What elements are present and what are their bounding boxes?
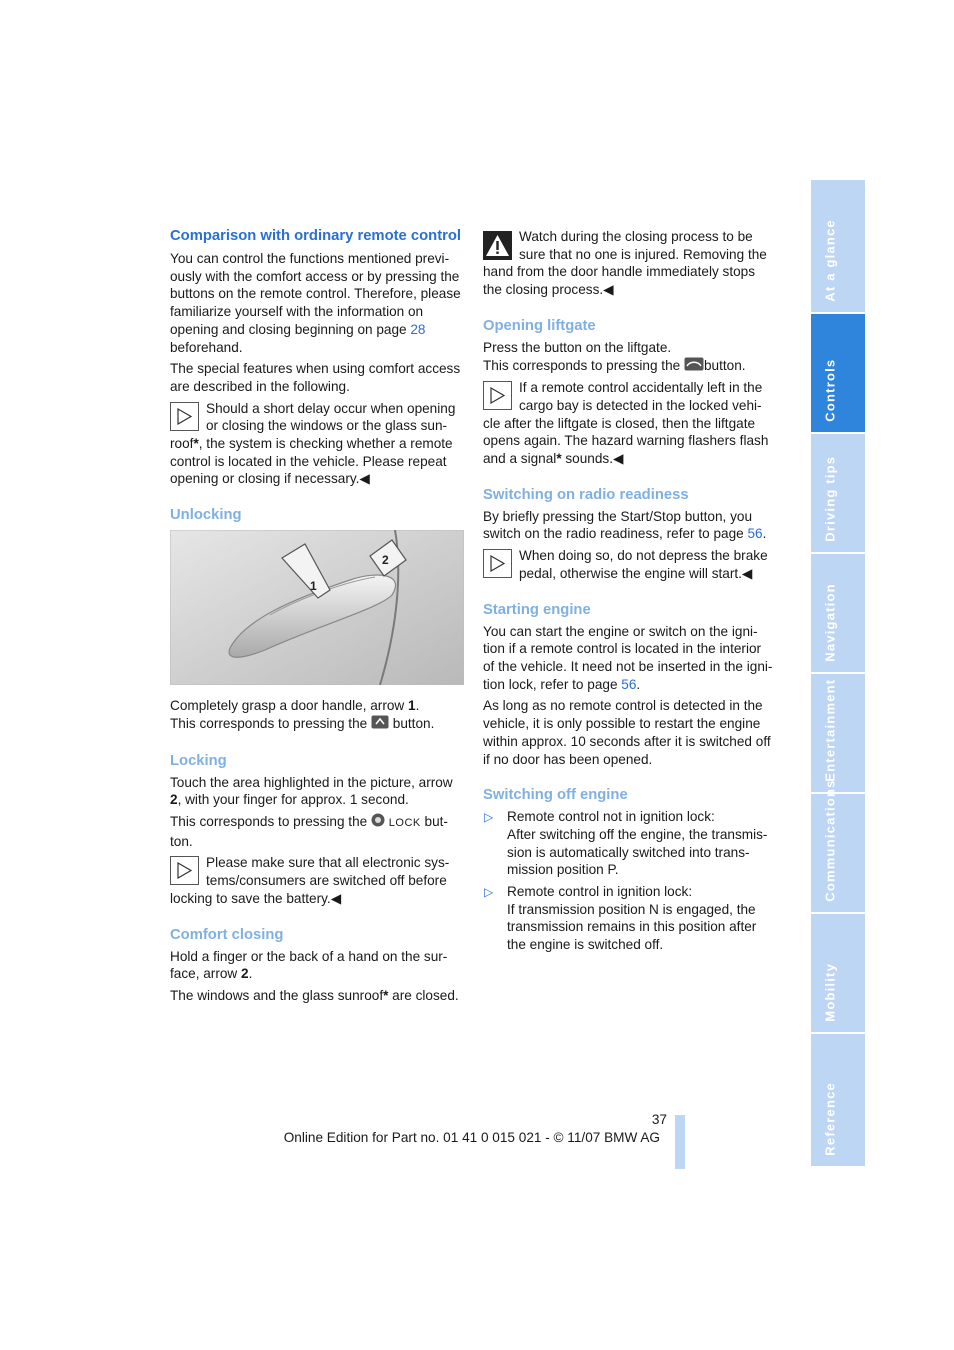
right-column (483, 228, 775, 958)
tab-navigation[interactable]: Navigation (811, 554, 865, 672)
left-column (170, 228, 464, 1009)
paragraph: You can control the functions mentioned previ-ously with the comfort access or by pressing the buttons on the remote control. Therefore, please familiarize yourself with the information on opening and closing beginning on page 28 beforehand. (170, 251, 461, 355)
section-heading-unlocking: Unlocking (170, 507, 242, 524)
tab-communications[interactable]: Communications (811, 794, 865, 912)
paragraph: Hold a finger or the back of a hand on the sur-face, arrow 2. (170, 948, 448, 982)
paragraph: The windows and the glass sunroof* are closed. (170, 987, 459, 1003)
section-heading-radio-readiness: Switching on radio readiness (483, 486, 689, 503)
tab-reference[interactable]: Reference (811, 1034, 865, 1166)
section-heading-locking: Locking (170, 752, 227, 769)
bullet-triangle-icon: ▷ (484, 810, 494, 825)
door-handle-figure (170, 530, 464, 685)
page-number: 37 (651, 1112, 667, 1127)
section-heading-comfort-closing: Comfort closing (170, 926, 284, 943)
note-arrow-icon (483, 549, 512, 578)
tab-at-a-glance[interactable]: At a glance (811, 180, 865, 312)
section-heading-starting-engine: Starting engine (483, 601, 591, 618)
paragraph: Completely grasp a door handle, arrow 1. This corresponds to pressing the button. (170, 697, 464, 733)
tab-entertainment[interactable]: Entertainment (811, 674, 865, 792)
tab-controls[interactable]: Controls (811, 314, 865, 432)
tab-driving-tips[interactable]: Driving tips (811, 434, 865, 552)
arrow-label-2: 2 (382, 553, 389, 568)
paragraph: Touch the area highlighted in the picture, arrow 2, with your finger for approx. 1 second. (170, 774, 453, 808)
list-item: ▷ Remote control not in ignition lock: After switching off the engine, the transmis-sion is automatically switched into trans-mission position P. (484, 809, 768, 878)
paragraph: You can start the engine or switch on the igni-tion if a remote control is located in the interior of the vehicle. It need not be inserted in the igni-tion lock, refer to page 56. (483, 623, 773, 692)
end-mark-icon: ◀ (330, 890, 342, 906)
section-heading-opening-liftgate: Opening liftgate (483, 317, 596, 334)
list-item: ▷ Remote control in ignition lock: If transmission position N is engaged, the transmission remains in this position after the engine is switched off. (484, 884, 757, 953)
section-heading-switching-off-engine: Switching off engine (483, 787, 628, 804)
chapter-tabs (811, 180, 865, 1166)
arrow-label-1: 1 (310, 579, 317, 594)
lock-label: LOCK (388, 817, 421, 829)
paragraph: As long as no remote control is detected in the vehicle, it is only possible to restart the engine within approx. 10 seconds after it is switched off if no door has been opened. (483, 698, 771, 767)
paragraph: This corresponds to pressing the LOCK but-ton. (170, 814, 448, 849)
tab-mobility[interactable]: Mobility (811, 914, 865, 1032)
paragraph: The special features when using comfort access are described in the following. (170, 361, 461, 394)
end-mark-icon: ◀ (359, 471, 370, 487)
warning-box: Watch during the closing process to be sure that no one is injured. Removing the hand from the door handle immediately stops the closing process.◀ (483, 229, 767, 298)
note-arrow-icon (170, 856, 199, 885)
note-box: If a remote control accidentally left in the cargo bay is detected in the locked vehi-cle after the liftgate is closed, then the liftgate opens again. The hazard warning flashers flash and a signal* sounds.◀ (483, 380, 769, 467)
note-box: When doing so, do not depress the brake pedal, otherwise the engine will start.◀ (483, 547, 775, 582)
page-link-56[interactable]: 56 (747, 526, 763, 542)
page-link-56[interactable]: 56 (621, 676, 637, 692)
page-link-28[interactable]: 28 (410, 321, 426, 337)
note-box: Should a short delay occur when opening or closing the windows or the glass sun-roof*, the system is checking whether a remote control is located in the vehicle. Please repeat opening or closing if necessary.◀ (170, 400, 456, 487)
edition-footer: Online Edition for Part no. 01 41 0 015 021 - © 11/07 BMW AG (283, 1130, 660, 1145)
note-box: Please make sure that all electronic sys-tems/consumers are switched off before locking to save the battery.◀ (170, 855, 450, 906)
bullet-triangle-icon: ▷ (484, 885, 494, 900)
footer-accent-bar (675, 1115, 685, 1169)
liftgate-button-icon (684, 357, 704, 376)
end-mark-icon: ◀ (603, 282, 614, 298)
section-heading-comparison: Comparison with ordinary remote control (170, 228, 462, 244)
end-mark-icon: ◀ (741, 565, 753, 581)
warning-icon (483, 231, 512, 260)
lock-button-icon (371, 813, 385, 832)
note-arrow-icon (483, 381, 512, 410)
paragraph: Press the button on the liftgate. This corresponds to pressing the button. (483, 339, 775, 375)
unlock-button-icon (371, 715, 389, 734)
note-arrow-icon (170, 402, 199, 431)
paragraph: By briefly pressing the Start/Stop button, you switch on the radio readiness, refer to page 56. (483, 508, 767, 542)
end-mark-icon: ◀ (613, 451, 624, 467)
